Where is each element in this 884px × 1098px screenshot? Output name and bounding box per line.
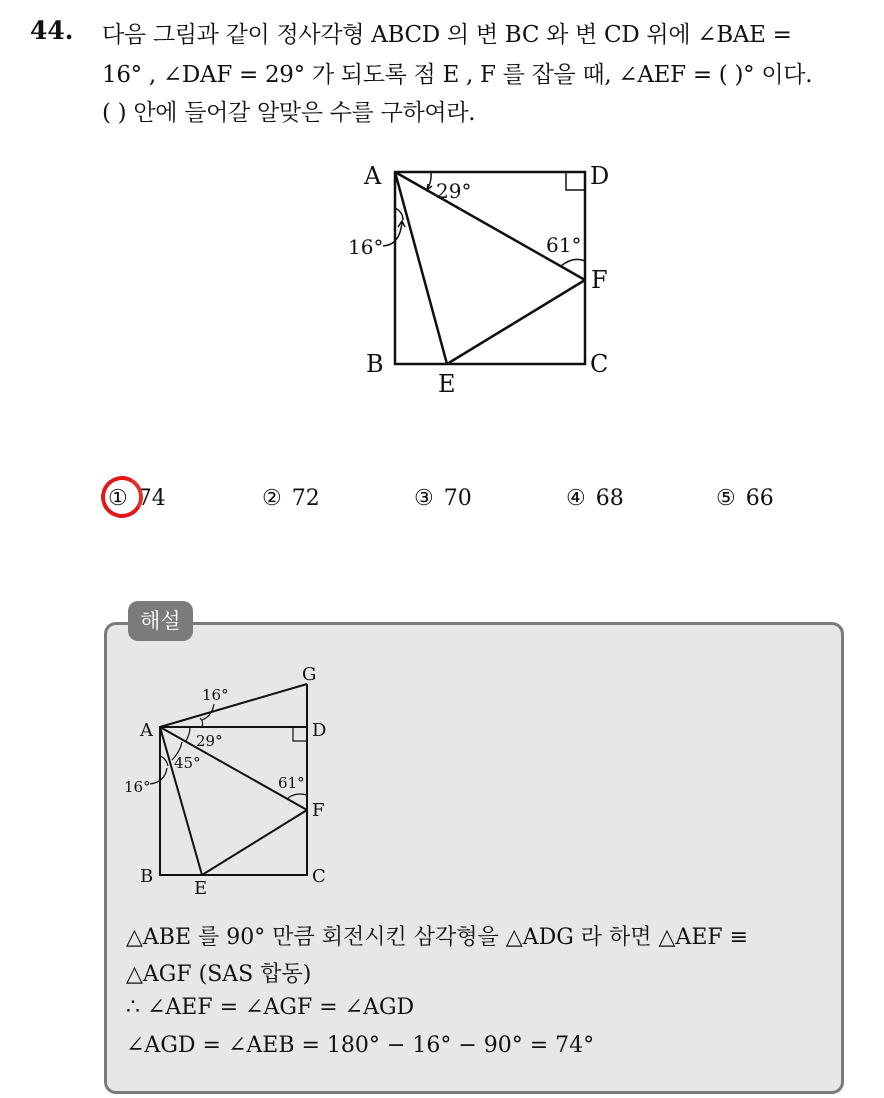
angle-61-label-2: 61°: [278, 774, 305, 792]
segment-ef-2: [202, 810, 307, 875]
choice-3-mark: ③: [414, 486, 434, 511]
label-f-2: F: [312, 800, 325, 821]
square-abcd-2: [160, 727, 307, 875]
label-d-2: D: [312, 720, 327, 741]
solution-figure: [120, 660, 350, 905]
segment-af: [395, 172, 585, 280]
choice-4[interactable]: [566, 486, 624, 511]
question-line-1: 다음 그림과 같이 정사각형 ABCD 의 변 BC 와 변 CD 위에 ∠BAE =: [102, 22, 792, 48]
question-line-3: ( ) 안에 들어갈 알맞은 수를 구하여라.: [102, 100, 476, 126]
label-f: F: [591, 266, 608, 294]
choice-3-value: 70: [443, 486, 472, 511]
angle-61-label: 61°: [546, 233, 582, 257]
square-abcd: [395, 172, 585, 364]
label-b-2: B: [140, 866, 154, 887]
angle-29-label: 29°: [436, 179, 472, 203]
choice-1-mark: ①: [108, 486, 128, 511]
choice-4-value: 68: [595, 486, 624, 511]
choice-1-value: 74: [137, 486, 166, 511]
arc-29-2: [186, 727, 190, 741]
angle-45-label: 45°: [174, 754, 201, 772]
choice-5-mark: ⑤: [716, 486, 736, 511]
label-e-2: E: [194, 878, 208, 899]
solution-line-2: △AGF (SAS 합동): [126, 962, 312, 987]
choice-2-mark: ②: [262, 486, 282, 511]
angle-29-label-2: 29°: [196, 732, 223, 750]
choice-5[interactable]: [716, 486, 774, 511]
angle-16-label: 16°: [348, 235, 384, 259]
label-a-2: A: [140, 720, 153, 741]
segment-ef: [447, 280, 585, 364]
label-g: G: [302, 664, 317, 685]
right-angle-marker: [566, 172, 585, 190]
solution-tag: 해설: [128, 601, 193, 641]
label-d: D: [590, 162, 610, 190]
label-c-2: C: [312, 866, 326, 887]
choice-4-mark: ④: [566, 486, 586, 511]
arc-61-2: [288, 794, 307, 798]
right-angle-marker-2: [293, 727, 307, 741]
label-c: C: [590, 350, 609, 378]
question-line-2: 16° , ∠DAF = 29° 가 되도록 점 E , F 를 잡을 때, ∠AEF = ( )° 이다.: [102, 62, 813, 88]
angle-16-top-label: 16°: [202, 686, 229, 704]
arc-61: [561, 259, 585, 266]
question-number: 44.: [30, 16, 74, 45]
label-b: B: [366, 350, 384, 378]
angle-16-left-label: 16°: [124, 778, 151, 796]
square-figure: [340, 150, 640, 400]
solution-line-4: ∠AGD = ∠AEB = 180° − 16° − 90° = 74°: [126, 1033, 595, 1058]
solution-line-3: ∴ ∠AEF = ∠AGF = ∠AGD: [126, 995, 415, 1020]
solution-line-1: △ABE 를 90° 만큼 회전시킨 삼각형을 △ADG 라 하면 △AEF ≡: [126, 925, 749, 950]
arc-16-left: [160, 756, 168, 766]
segment-ag: [160, 684, 307, 727]
label-a: A: [364, 162, 382, 190]
choice-3[interactable]: [414, 486, 472, 511]
choice-2-value: 72: [291, 486, 320, 511]
choice-2[interactable]: [262, 486, 320, 511]
choice-5-value: 66: [745, 486, 774, 511]
label-e: E: [438, 370, 456, 398]
